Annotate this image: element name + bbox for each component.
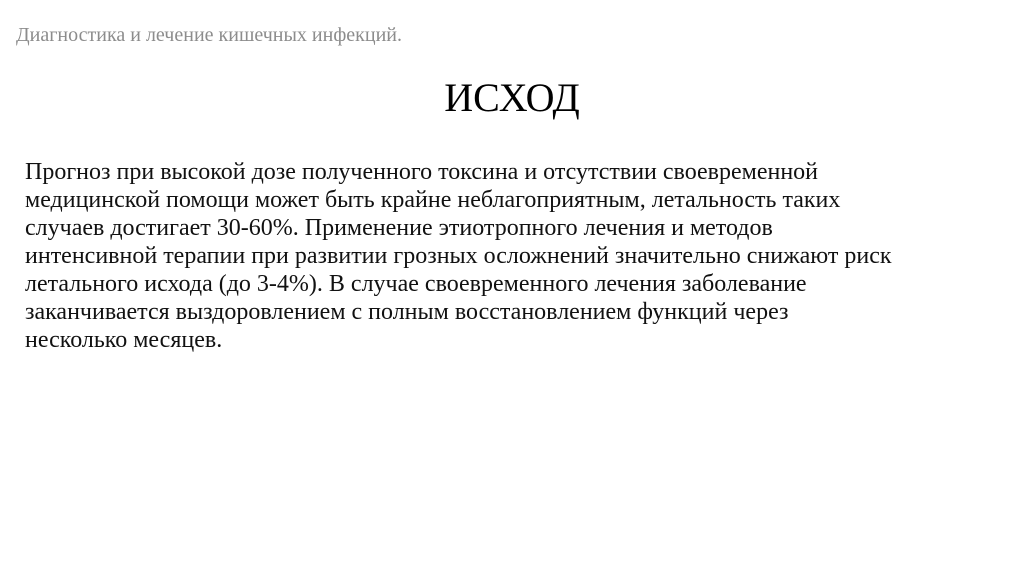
body-line: несколько месяцев. [25, 327, 223, 353]
slide-header: Диагностика и лечение кишечных инфекций. [16, 24, 402, 46]
body-line: заканчивается выздоровлением с полным восстановлением функций через [25, 299, 789, 325]
body-line: Прогноз при высокой дозе полученного токсина и отсутствии своевременной [25, 159, 819, 185]
body-line: интенсивной терапии при развитии грозных осложнений значительно снижают риск [25, 243, 892, 269]
slide-title: ИСХОД [444, 75, 580, 120]
body-line: летального исхода (до 3-4%). В случае своевременного лечения заболевание [25, 271, 807, 297]
body-line: случаев достигает 30-60%. Применение этиотропного лечения и методов [25, 215, 773, 241]
slide-body [25, 158, 985, 354]
body-line: медицинской помощи может быть крайне неблагоприятным, летальность таких [25, 187, 841, 213]
